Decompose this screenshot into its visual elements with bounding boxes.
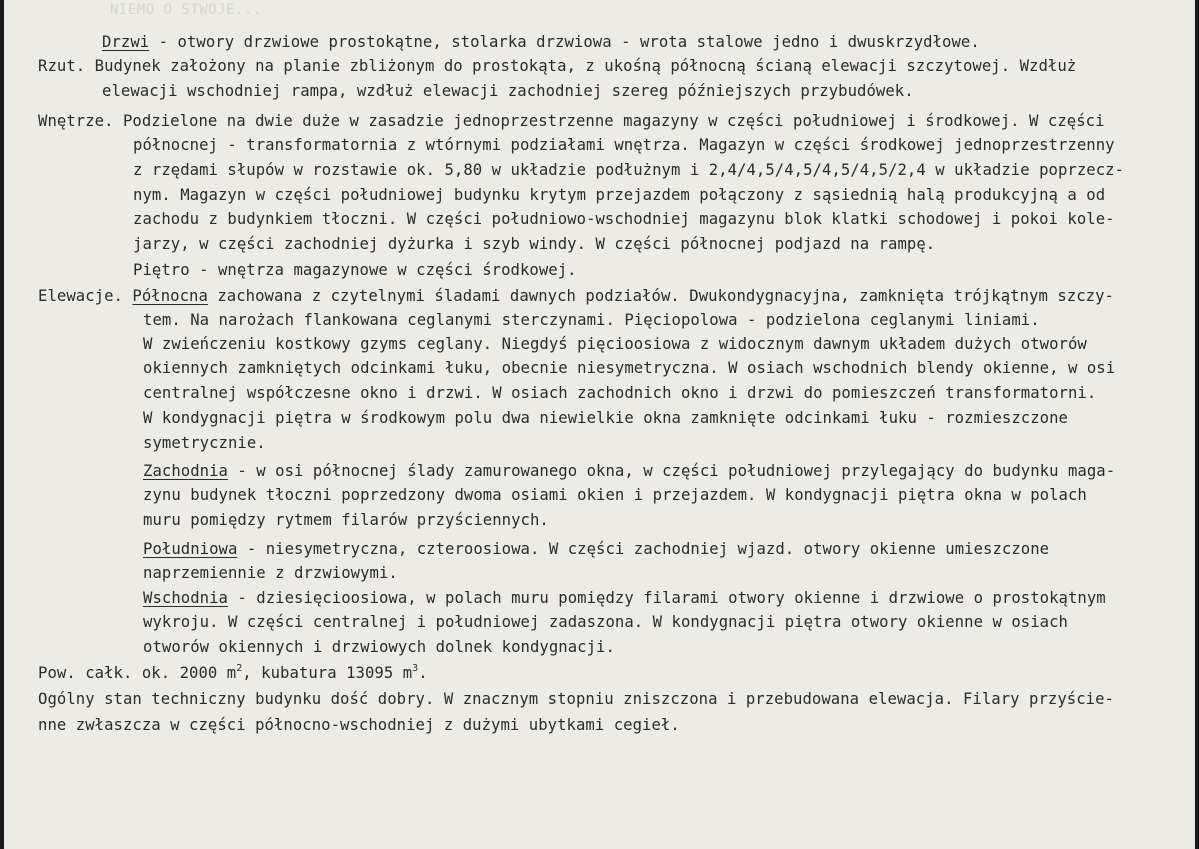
text-run: nne zwłaszcza w części północno-wschodniej z dużymi ubytkami cegieł. — [38, 716, 680, 734]
text-run: nym. Magazyn w części południowej budynku krytym przejazdem połączony z sąsiednią halą produkcyjną a od — [133, 186, 1106, 204]
text-line — [143, 459, 1115, 483]
text-line — [143, 508, 549, 532]
text-run: centralnej współczesne okno i drzwi. W osiach zachodnich okno i drzwi do pomieszczeń transformatorni. — [143, 384, 1097, 402]
text-line — [102, 79, 914, 103]
text-run: - dziesięcioosiowa, w polach muru pomiędzy filarami otwory okienne i drzwiowe o prostokątnym — [227, 589, 1106, 607]
text-line — [38, 661, 428, 685]
text-line — [102, 30, 980, 54]
text-run: muru pomiędzy rytmem filarów przyściennych. — [143, 511, 549, 529]
section-heading: Drzwi — [102, 33, 150, 51]
text-line — [143, 431, 266, 455]
text-run: Wnętrze. Podzielone na dwie duże w zasadzie jednoprzestrzenne magazyny w części południowej i środkowej. W części — [38, 112, 1105, 130]
text-line — [143, 381, 1096, 405]
text-line — [133, 133, 1115, 157]
text-run: tem. Na narożach flankowana ceglanymi sterczynami. Pięciopolowa - podzielona ceglanymi liniami. — [143, 311, 1040, 329]
text-run: Elewacje. — [38, 287, 133, 305]
text-line — [133, 232, 935, 256]
bleed-through-text: NIEMO O STWOJE... — [110, 2, 262, 18]
text-run: W zwieńczeniu kostkowy gzyms ceglany. Niegdyś pięcioosiowa z widocznym dawnym układem dużych otworów — [143, 335, 1087, 353]
text-run: Pow. całk. ok. 2000 m — [38, 664, 237, 682]
scan-border-left — [0, 0, 4, 849]
text-line — [143, 586, 1106, 610]
superscript: 2 — [236, 663, 243, 674]
text-line — [143, 332, 1087, 356]
text-run: północnej - transformatornia z wtórnymi podziałami wnętrza. Magazyn w części środkowej jednoprzestrzenny — [133, 136, 1115, 154]
text-run: elewacji wschodniej rampa, wzdłuż elewacji zachodniej szereg późniejszych przybudówek. — [102, 82, 914, 100]
text-line — [38, 284, 1114, 308]
text-run: wykroju. W części centralnej i południowej zadaszona. W kondygnacji piętra otwory okienne w osiach — [143, 613, 1068, 631]
text-line — [133, 207, 1115, 231]
text-line — [143, 635, 615, 659]
text-run: otworów okiennych i drzwiowych dolnek kondygnacji. — [143, 638, 615, 656]
text-run: zynu budynek tłoczni poprzedzony dwoma osiami okien i przejazdem. W kondygnacji piętra okna w polach — [143, 486, 1087, 504]
text-run: okiennych zamkniętych odcinkami łuku, obecnie niesymetryczna. W osiach wschodnich blendy okienne, w osi — [143, 359, 1116, 377]
text-run: symetrycznie. — [143, 434, 266, 452]
text-line — [38, 687, 1114, 711]
text-line — [38, 54, 1076, 78]
text-run: . — [418, 664, 428, 682]
text-line — [143, 537, 1049, 561]
text-run: - w osi północnej ślady zamurowanego okna, w części południowej przylegający do budynku maga- — [227, 462, 1116, 480]
text-line — [38, 109, 1105, 133]
text-line — [133, 158, 1124, 182]
text-run: jarzy, w części zachodniej dyżurka i szyb windy. W części północnej podjazd na rampę. — [133, 235, 936, 253]
section-heading: Północna — [132, 287, 208, 305]
text-line — [143, 561, 398, 585]
text-line — [133, 258, 577, 282]
text-run: Piętro - wnętrza magazynowe w części środkowej. — [133, 261, 577, 279]
text-run: Ogólny stan techniczny budynku dość dobry. W znacznym stopniu zniszczona i przebudowana elewacja. Filary przyście- — [38, 690, 1114, 708]
text-run: Rzut. Budynek założony na planie zbliżonym do prostokąta, z ukośną północną ścianą elewacji szczytowej. Wzdłuż — [38, 57, 1077, 75]
text-run: W kondygnacji piętra w środkowym polu dwa niewielkie okna zamknięte odcinkami łuku - rozmieszczone — [143, 409, 1068, 427]
text-run: zachodu z budynkiem tłoczni. W części południowo-wschodniej magazynu blok klatki schodowej i pokoi kole- — [133, 210, 1115, 228]
text-run: naprzemiennie z drzwiowymi. — [143, 564, 398, 582]
section-heading: Zachodnia — [143, 462, 228, 480]
scan-border-right — [1195, 0, 1199, 849]
text-line — [143, 483, 1087, 507]
text-line — [143, 356, 1115, 380]
text-run: zachowana z czytelnymi śladami dawnych podziałów. Dwukondygnacyjna, zamknięta trójkątnym szczy- — [207, 287, 1114, 305]
superscript: 3 — [412, 663, 419, 674]
text-line — [143, 610, 1068, 634]
section-heading: Południowa — [143, 540, 238, 558]
text-run: z rzędami słupów w rozstawie ok. 5,80 w układzie podłużnym i 2,4/4,5/4,5/4,5/4,5/2,4 w układzie poprzecz- — [133, 161, 1125, 179]
text-line — [143, 406, 1068, 430]
text-line — [143, 308, 1040, 332]
text-run: - niesymetryczna, czteroosiowa. W części zachodniej wjazd. otwory okienne umieszczone — [237, 540, 1050, 558]
text-line — [38, 713, 680, 737]
section-heading: Wschodnia — [143, 589, 228, 607]
text-line — [133, 183, 1105, 207]
text-run: - otwory drzwiowe prostokątne, stolarka drzwiowa - wrota stalowe jedno i dwuskrzydłowe. — [149, 33, 980, 51]
text-run: , kubatura 13095 m — [242, 664, 413, 682]
